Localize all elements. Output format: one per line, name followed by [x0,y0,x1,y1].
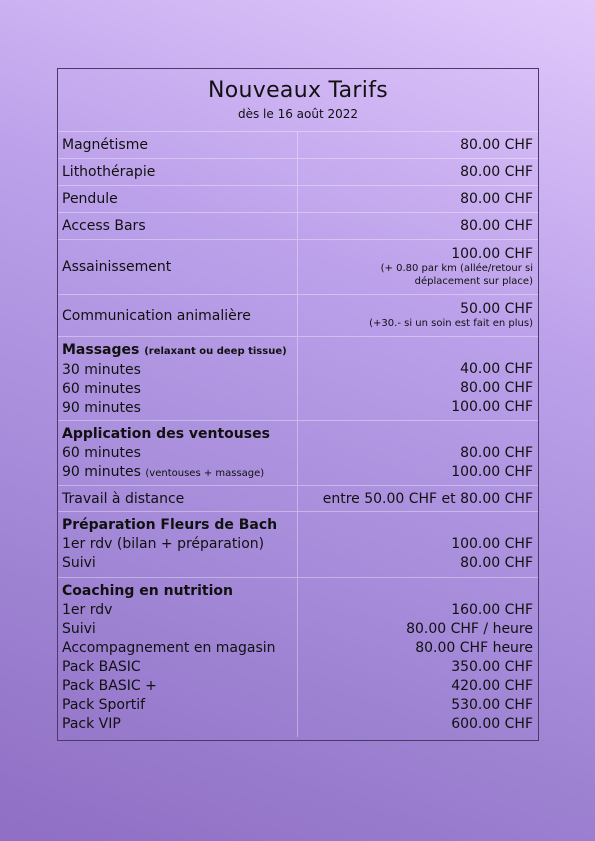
service-price: 80.00 CHF [460,218,533,234]
spacer [302,341,533,360]
service-price: 100.00 CHF [451,536,533,552]
service-price: 530.00 CHF [451,697,533,713]
service-label: Accompagnement en magasin [62,640,276,656]
table-row-bach [58,511,538,577]
price-note: (+30.- si un soin est fait en plus) [369,318,533,329]
service-price: 80.00 CHF [460,191,533,207]
table-row [58,185,538,212]
service-price: entre 50.00 CHF et 80.00 CHF [322,490,533,507]
service-label: Assainissement [58,240,298,294]
price-note: déplacement sur place) [414,276,533,287]
service-label: Suivi [62,621,96,637]
service-label: Pack VIP [62,716,121,732]
page-subtitle: dès le 16 août 2022 [237,107,359,121]
service-label: Pack BASIC [62,659,141,675]
table-row [58,131,538,158]
service-label: Lithothérapie [58,159,298,185]
massages-labels [58,337,298,420]
table-row-massages [58,336,538,420]
price-table [58,131,538,737]
service-label: Communication animalière [58,295,298,336]
price-note: (+ 0.80 par km (allée/retour si [380,263,533,274]
spacer [302,582,533,601]
table-row-ventouses [58,420,538,485]
service-price: 40.00 CHF [460,361,533,377]
page-title: Nouveaux Tarifs [208,78,388,103]
service-label: Access Bars [58,213,298,239]
nutrition-prices [298,578,538,737]
service-label: Pack BASIC + [62,678,157,694]
bach-prices [298,512,538,577]
service-label: Pack Sportif [62,697,146,713]
service-label: 90 minutes [62,400,141,416]
ventouses-labels [58,421,298,485]
section-heading-note: (relaxant ou deep tissue) [144,346,287,357]
table-row [58,239,538,294]
service-label: 90 minutes [62,464,141,480]
service-label: 1er rdv [62,602,113,618]
service-price: 160.00 CHF [451,602,533,618]
service-label-with-note [62,463,297,483]
table-row [58,294,538,336]
service-label: Pendule [58,186,298,212]
table-row-nutrition [58,577,538,737]
service-price: 420.00 CHF [451,678,533,694]
title-block [58,69,538,131]
spacer [302,516,533,535]
table-row [58,212,538,239]
service-price-cell [298,295,538,336]
service-price: 80.00 CHF [460,555,533,571]
service-price: 80.00 CHF [460,380,533,396]
nutrition-labels [58,578,298,737]
spacer [302,425,533,444]
section-heading: Préparation Fleurs de Bach [62,517,278,533]
service-label: 30 minutes [62,362,141,378]
ventouses-prices [298,421,538,485]
service-price: 100.00 CHF [451,399,533,415]
service-price: 100.00 CHF [451,246,533,262]
service-note: (ventouses + massage) [145,468,265,479]
service-price: 100.00 CHF [451,464,533,480]
service-price: 80.00 CHF [460,445,533,461]
service-price: 80.00 CHF / heure [406,621,533,637]
service-price-cell [298,240,538,294]
section-heading: Coaching en nutrition [62,583,234,599]
service-price: 50.00 CHF [460,301,533,317]
service-label: 60 minutes [62,381,141,397]
price-sheet [57,68,539,741]
service-label: 60 minutes [62,445,141,461]
service-price: 350.00 CHF [451,659,533,675]
service-price: 80.00 CHF heure [415,640,533,656]
table-row [58,158,538,185]
bach-labels [58,512,298,577]
service-label: Magnétisme [58,132,298,158]
service-label: Travail à distance [58,486,298,511]
section-heading [62,341,297,361]
service-price: 600.00 CHF [451,716,533,732]
section-heading-text: Massages [62,342,140,358]
massages-prices [298,337,538,420]
table-row [58,485,538,511]
service-label: 1er rdv (bilan + préparation) [62,536,265,552]
service-price: 80.00 CHF [460,164,533,180]
service-price: 80.00 CHF [460,137,533,153]
service-label: Suivi [62,555,96,571]
section-heading: Application des ventouses [62,426,270,442]
